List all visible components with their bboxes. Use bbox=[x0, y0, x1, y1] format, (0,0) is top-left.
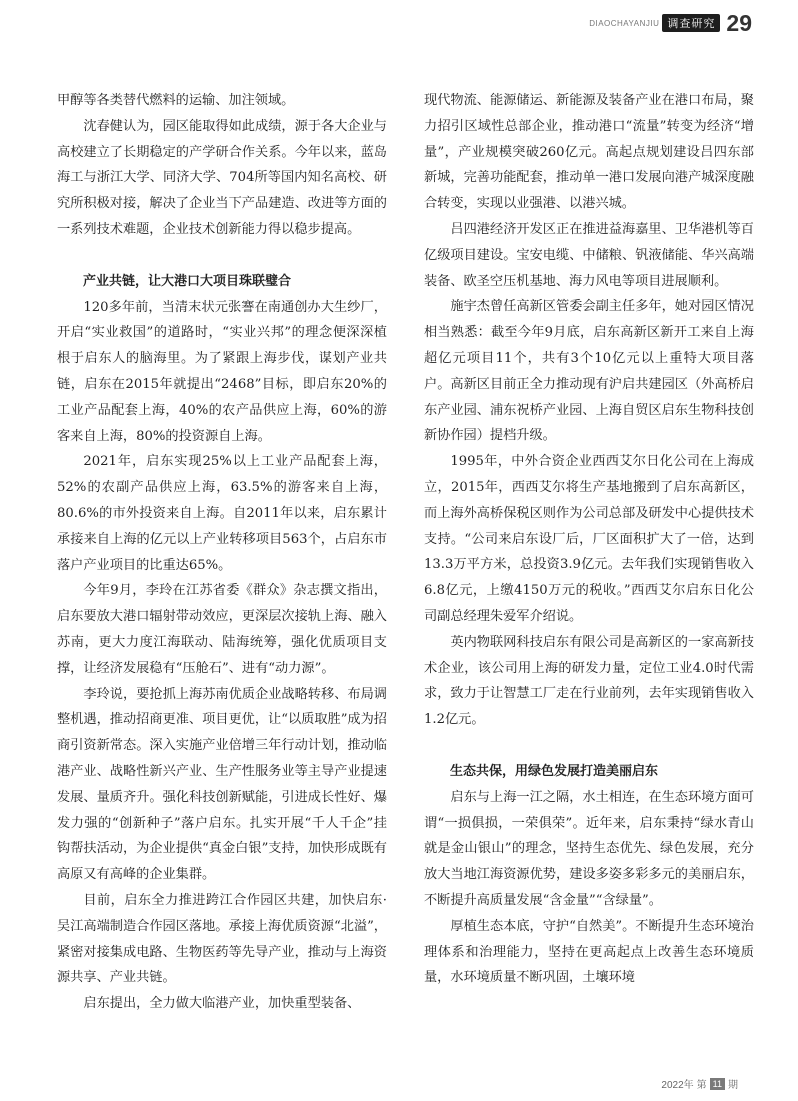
left-column bbox=[57, 88, 387, 1017]
paragraph: 今年9月，李玲在江苏省委《群众》杂志撰文指出，启东要放大港口辐射带动效应，更深层次接轨上海、融入苏南，更大力度江海联动、陆海统筹，强化优质项目支撑，让经济发展稳有“压舱石”、进有“动力源”。 bbox=[57, 583, 387, 676]
paragraph: 英内物联网科技启东有限公司是高新区的一家高新技术企业，该公司用上海的研发力量，定位工业4.0时代需求，致力于让智慧工厂走在行业前列，去年实现销售收入1.2亿元。 bbox=[424, 634, 754, 728]
paragraph: 李玲说，要抢抓上海苏南优质企业战略转移、布局调整机遇，推动招商更准、项目更优，让“以质取胜”成为招商引资新常态。深入实施产业倍增三年行动计划，推动临港产业、战略性新兴产业、生产性服务业等主导产业提速发展、量质齐升。强化科技创新赋能，引进成长性好、爆发力强的“创新种子”落户启东。扎实开展“千人千企”挂钩帮扶活动，为企业提供“真金白银”支持，加快形成既有高原又有高峰的企业集群。 bbox=[57, 686, 387, 883]
paragraph: 沈春健认为，园区能取得如此成绩，源于各大企业与高校建立了长期稳定的产学研合作关系。今年以来，蓝岛海工与浙江大学、同济大学、704所等国内知名高校、研究所积极对接，解决了企业当下产品建造、改进等方面的一系列技术难题，企业技术创新能力得以稳步提高。 bbox=[57, 118, 387, 237]
paragraph: 启东与上海一江之隔，水土相连，在生态环境方面可谓“一损俱损，一荣俱荣”。近年来，启东秉持“绿水青山就是金山银山”的理念，坚持生态优先、绿色发展，充分放大当地江海资源优势，建设多姿多彩多元的美丽启东，不断提升高质量发展“含金量”“含绿量”。 bbox=[424, 789, 754, 908]
section-heading: 生态共保，用绿色发展打造美丽启东 bbox=[450, 763, 659, 779]
footer-year: 2022年 bbox=[661, 1080, 694, 1091]
paragraph: 2021年，启东实现25%以上工业产品配套上海，52%的农副产品供应上海，63.5%的游客来自上海，80.6%的市外投资来自上海。自2011年以来，启东累计承接来自上海的亿元以上产业转移项目563个，占启东市落户产业项目的比重达65%。 bbox=[57, 454, 387, 573]
page-header bbox=[589, 8, 752, 38]
section-badge: 调查研究 bbox=[662, 14, 720, 32]
paragraph: 现代物流、能源储运、新能源及装备产业在港口布局，聚力招引区域性总部企业，推动港口“流量”转变为经济“增量”，产业规模突破260亿元。高起点规划建设吕四东部新城，完善功能配套，推动单一港口发展向港产城深度融合转变，实现以业强港、以港兴城。 bbox=[424, 93, 754, 212]
paragraph: 施宇杰曾任高新区管委会副主任多年，她对园区情况相当熟悉：截至今年9月底，启东高新区新开工来自上海超亿元项目11个，共有3个10亿元以上重特大项目落户。高新区目前正全力推动现有沪启共建园区（外高桥启东产业园、浦东祝桥产业园、上海自贸区启东生物科技创新协作园）提档升级。 bbox=[424, 299, 754, 444]
page-footer bbox=[661, 1076, 738, 1091]
page-number: 29 bbox=[726, 9, 752, 36]
paragraph: 120多年前，当清末状元张謇在南通创办大生纱厂，开启“实业救国”的道路时，“实业兴邦”的理念便深深植根于启东人的脑海里。为了紧跟上海步伐，谋划产业共链，启东在2015年就提出“2468”目标，即启东20%的工业产品配套上海，40%的农产品供应上海，60%的游客来自上海，80%的投资源自上海。 bbox=[57, 299, 387, 444]
footer-di: 第 bbox=[696, 1080, 707, 1091]
paragraph: 1995年，中外合资企业西西艾尔日化公司在上海成立，2015年，西西艾尔将生产基地搬到了启东高新区，而上海外高桥保税区则作为公司总部及研发中心提供技术支持。“公司来启东设厂后，厂区面积扩大了一倍，达到13.3万平方米，总投资3.9亿元。去年我们实现销售收入6.8亿元，上缴4150万元的税收。”西西艾尔启东日化公司副总经理朱爱军介绍说。 bbox=[424, 454, 754, 624]
paragraph: 厚植生态本底，守护“自然美”。不断提升生态环境治理体系和治理能力，坚持在更高起点上改善生态环境质量，水环境质量不断巩固，土壤环境 bbox=[424, 918, 754, 986]
section-label-en: DIAOCHAYANJIU bbox=[589, 18, 660, 28]
right-column bbox=[424, 88, 754, 991]
paragraph: 甲醇等各类替代燃料的运输、加注领域。 bbox=[57, 93, 295, 108]
paragraph: 吕四港经济开发区正在推进益海嘉里、卫华港机等百亿级项目建设。宝安电缆、中储粮、钒液储能、华兴高端装备、欧圣空压机基地、海力风电等项目进展顺利。 bbox=[424, 221, 754, 289]
paragraph: 启东提出，全力做大临港产业，加快重型装备、 bbox=[83, 996, 361, 1012]
paragraph: 目前，启东全力推进跨江合作园区共建，加快启东·吴江高端制造合作园区落地。承接上海优质资源“北溢”，紧密对接集成电路、生物医药等先导产业，推动与上海资源共享、产业共链。 bbox=[57, 892, 387, 986]
issue-number: 11 bbox=[710, 1078, 725, 1090]
footer-qi: 期 bbox=[728, 1080, 738, 1091]
section-heading: 产业共链，让大港口大项目珠联璧合 bbox=[83, 273, 292, 289]
